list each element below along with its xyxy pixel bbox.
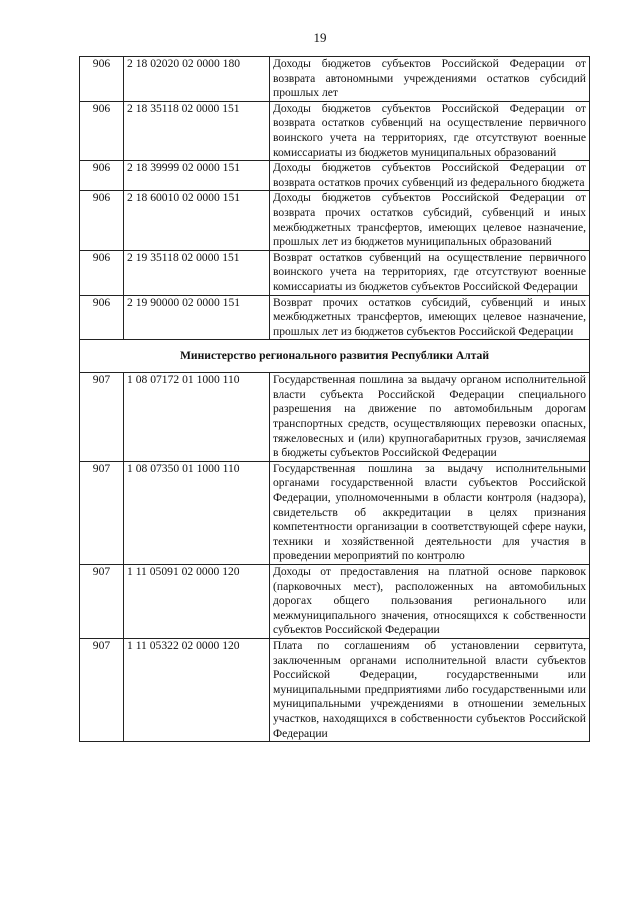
budget-classification-table <box>79 56 590 742</box>
revenue-description-cell: Доходы от предоставления на платной основе парковок (парковочных мест), расположенных на автомобильных дорогах общего пользования регионального или межмуниципального значения, относящихся к собственности субъектов Российской Федерации <box>270 565 590 639</box>
revenue-description-cell: Государственная пошлина за выдачу органом исполнительной власти субъекта Российской Федерации специального разрешения на движение по автомобильным дорогам транспортных средств, осуществляющих перевозки опасных, тяжеловесных и (или) крупногабаритных грузов, зачисляемая в бюджеты субъектов Российской Федерации <box>270 373 590 462</box>
table-row <box>80 295 590 340</box>
table-row <box>80 638 590 741</box>
admin-code-cell: 906 <box>80 57 124 102</box>
section-header-row <box>80 340 590 373</box>
budget-code-cell: 1 08 07350 01 1000 110 <box>124 461 270 564</box>
table-row <box>80 565 590 639</box>
budget-code-cell: 1 08 07172 01 1000 110 <box>124 373 270 462</box>
revenue-description-cell: Плата по соглашениям об установлении сервитута, заключенным органами исполнительной власти субъектов Российской Федерации, государственными или муниципальными предприятиями либо государственными или муниципальными учреждениями в отношении земельных участков, находящихся в собственности субъектов Российской Федерации <box>270 638 590 741</box>
table-row <box>80 373 590 462</box>
revenue-description-cell: Доходы бюджетов субъектов Российской Федерации от возврата остатков субвенций на осуществление первичного воинского учета на территориях, где отсутствуют военные комиссариаты из бюджетов муниципальных образований <box>270 101 590 160</box>
admin-code-cell: 907 <box>80 373 124 462</box>
page-number: 19 <box>313 30 327 45</box>
budget-code-cell: 2 18 35118 02 0000 151 <box>124 101 270 160</box>
revenue-description-cell: Возврат остатков субвенций на осуществление первичного воинского учета на территориях, где отсутствуют военные комиссариаты из бюджетов субъектов Российской Федерации <box>270 250 590 295</box>
budget-code-cell: 2 18 02020 02 0000 180 <box>124 57 270 102</box>
revenue-description-cell: Доходы бюджетов субъектов Российской Федерации от возврата автономными учреждениями остатков субсидий прошлых лет <box>270 57 590 102</box>
budget-code-cell: 2 19 35118 02 0000 151 <box>124 250 270 295</box>
admin-code-cell: 906 <box>80 101 124 160</box>
table-row <box>80 191 590 250</box>
table-row <box>80 161 590 191</box>
budget-code-cell: 2 18 60010 02 0000 151 <box>124 191 270 250</box>
admin-code-cell: 906 <box>80 250 124 295</box>
revenue-description-cell: Доходы бюджетов субъектов Российской Федерации от возврата прочих остатков субсидий, субвенций и иных межбюджетных трансфертов, имеющих целевое назначение, прошлых лет из бюджетов муниципальных образований <box>270 191 590 250</box>
budget-code-cell: 1 11 05091 02 0000 120 <box>124 565 270 639</box>
admin-code-cell: 907 <box>80 565 124 639</box>
budget-code-cell: 2 19 90000 02 0000 151 <box>124 295 270 340</box>
revenue-description-cell: Доходы бюджетов субъектов Российской Федерации от возврата остатков прочих субвенций из федерального бюджета <box>270 161 590 191</box>
admin-code-cell: 906 <box>80 191 124 250</box>
table-row <box>80 461 590 564</box>
admin-code-cell: 906 <box>80 161 124 191</box>
budget-code-cell: 2 18 39999 02 0000 151 <box>124 161 270 191</box>
table-row <box>80 57 590 102</box>
admin-code-cell: 907 <box>80 638 124 741</box>
table-row <box>80 250 590 295</box>
admin-code-cell: 906 <box>80 295 124 340</box>
admin-code-cell: 907 <box>80 461 124 564</box>
budget-code-cell: 1 11 05322 02 0000 120 <box>124 638 270 741</box>
revenue-description-cell: Государственная пошлина за выдачу исполнительными органами государственной власти субъектов Российской Федерации, уполномоченными в области контроля (надзора), свидетельств об аккредитации в целях признания компетентности организации в соответствующей сфере науки, техники и хозяйственной деятельности для участия в проведении мероприятий по контролю <box>270 461 590 564</box>
revenue-description-cell: Возврат прочих остатков субсидий, субвенций и иных межбюджетных трансфертов, имеющих целевое назначение, прошлых лет из бюджетов субъектов Российской Федерации <box>270 295 590 340</box>
table-row <box>80 101 590 160</box>
section-title: Министерство регионального развития Республики Алтай <box>80 340 590 373</box>
